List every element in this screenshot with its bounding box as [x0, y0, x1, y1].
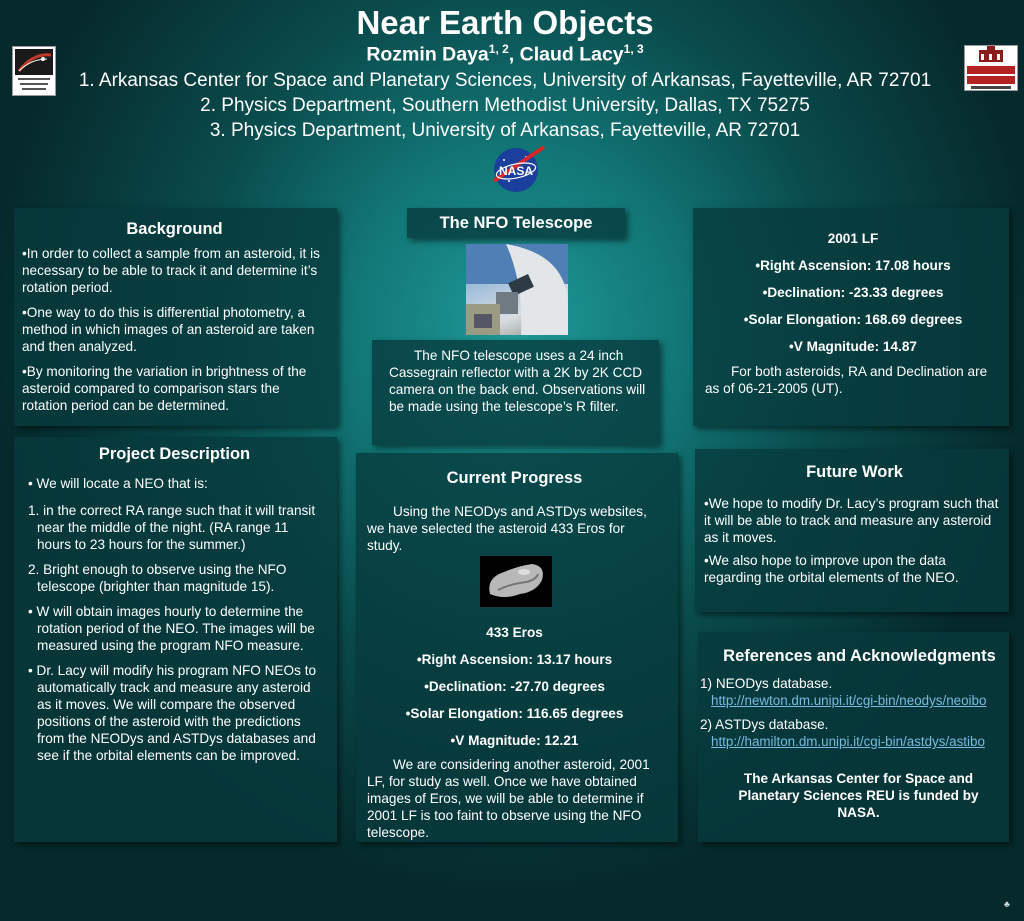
reference-2-link-wrap	[700, 733, 1009, 750]
author-1-affil: 1, 2	[488, 42, 509, 56]
project-item-5: • Dr. Lacy will modify his program NFO NEOs to automatically track and measure any asteroid as it moves. We will compare the observed positions of the asteroid with the predictions from the NEODys and ASTDys databases and see if the orbital elements can be improved.	[28, 663, 317, 763]
author-2: Claud Lacy	[519, 43, 624, 66]
future-heading: Future Work	[806, 463, 903, 481]
lf-name: 2001 LF	[827, 231, 879, 246]
footer-mark: ♣	[1004, 899, 1010, 909]
progress-outro: We are considering another asteroid, 2001 LF, for study as well. Once we have obtained images of Eros, we will be able to determine if 2001 LF is too faint to observe using the NFO telescope.	[367, 757, 650, 840]
background-item-2: •One way to do this is differential photometry, a method in which images of an asteroid are taken and then analyzed.	[22, 305, 315, 354]
references-heading: References and Acknowledgments	[723, 647, 996, 665]
project-heading: Project Description	[98, 445, 251, 463]
arkansas-center-logo	[12, 46, 56, 96]
eros-declination: •Declination: -27.70 degrees	[424, 679, 605, 694]
reference-1-link[interactable]: http://newton.dm.unipi.it/cgi-bin/neodys/neoibo	[711, 693, 987, 708]
future-work-panel	[695, 449, 1009, 612]
project-item-3: 2. Bright enough to observe using the NFO telescope (brighter than magnitude 15).	[28, 562, 287, 594]
telescope-title-box	[407, 208, 625, 238]
asteroid-2001lf-panel	[693, 208, 1009, 426]
reference-1-label: 1) NEODys database.	[700, 676, 833, 691]
progress-heading: Current Progress	[446, 469, 583, 487]
project-item-2: 1. in the correct RA range such that it will transit near the middle of the night. (RA range 11 hours to 23 hours for the summer.)	[28, 503, 316, 552]
reference-2-label: 2) ASTDys database.	[700, 717, 829, 732]
telescope-photo	[466, 244, 568, 335]
reference-1-link-wrap	[700, 692, 1009, 709]
nasa-logo	[490, 143, 546, 195]
project-item-4: • W will obtain images hourly to determine the rotation period of the NEO. The images will be measured using the program NFO measure.	[28, 604, 315, 653]
eros-name: 433 Eros	[486, 625, 543, 640]
eros-solar-elongation: •Solar Elongation: 116.65 degrees	[405, 706, 624, 721]
background-item-3: •By monitoring the variation in brightness of the asteroid compared to comparison stars the rotation period can be determined.	[22, 364, 307, 413]
eros-v-magnitude: •V Magnitude: 12.21	[450, 733, 579, 748]
university-arkansas-logo	[964, 45, 1018, 91]
affiliation-3: 3. Physics Department, University of Arkansas, Fayetteville, AR 72701	[209, 120, 801, 141]
lf-v-magnitude: •V Magnitude: 14.87	[789, 339, 917, 354]
reference-2-link[interactable]: http://hamilton.dm.unipi.it/cgi-bin/astdys/astibo	[711, 734, 985, 749]
author-separator: ,	[508, 43, 520, 66]
lf-note: For both asteroids, RA and Declination are as of 06-21-2005 (UT).	[705, 364, 988, 396]
affiliation-2: 2. Physics Department, Southern Methodist University, Dallas, TX 75275	[200, 95, 810, 116]
background-heading: Background	[126, 220, 223, 238]
lf-right-ascension: •Right Ascension: 17.08 hours	[755, 258, 951, 273]
eros-photo	[480, 556, 552, 607]
background-panel	[14, 208, 337, 426]
funding-acknowledgment: The Arkansas Center for Space and Planetary Sciences REU is funded by NASA.	[738, 771, 979, 820]
project-item-1: • We will locate a NEO that is:	[28, 476, 208, 491]
author-2-affil: 1, 3	[623, 42, 644, 56]
affiliation-1: 1. Arkansas Center for Space and Planetary Sciences, University of Arkansas, Fayetteville, AR 72701	[78, 70, 932, 91]
eros-right-ascension: •Right Ascension: 13.17 hours	[416, 652, 613, 667]
project-description-panel	[14, 437, 337, 842]
nasa-logo-text: NASA	[498, 164, 534, 178]
progress-intro: Using the NEODys and ASTDys websites, we have selected the asteroid 433 Eros for study.	[367, 504, 647, 553]
telescope-caption-box	[372, 340, 659, 445]
telescope-heading: The NFO Telescope	[439, 214, 593, 232]
telescope-caption: The NFO telescope uses a 24 inch Cassegrain reflector with a 2K by 2K CCD camera on the back end. Observations will be made using the telescope’s R filter.	[389, 348, 646, 414]
future-item-2: •We also hope to improve upon the data regarding the orbital elements of the NEO.	[704, 553, 959, 585]
background-item-1: •In order to collect a sample from an asteroid, it is necessary to be able to track it and determine it’s rotation period.	[22, 246, 320, 295]
future-item-1: •We hope to modify Dr. Lacy’s program such that it will be able to track and measure any asteroid as it moves.	[704, 496, 999, 545]
references-panel	[698, 632, 1009, 842]
poster-title: Near Earth Objects	[356, 4, 654, 41]
authors-line	[0, 42, 1010, 67]
lf-declination: •Declination: -23.33 degrees	[762, 285, 944, 300]
current-progress-panel	[356, 453, 678, 842]
author-1: Rozmin Daya	[366, 43, 489, 66]
lf-solar-elongation: •Solar Elongation: 168.69 degrees	[743, 312, 963, 327]
